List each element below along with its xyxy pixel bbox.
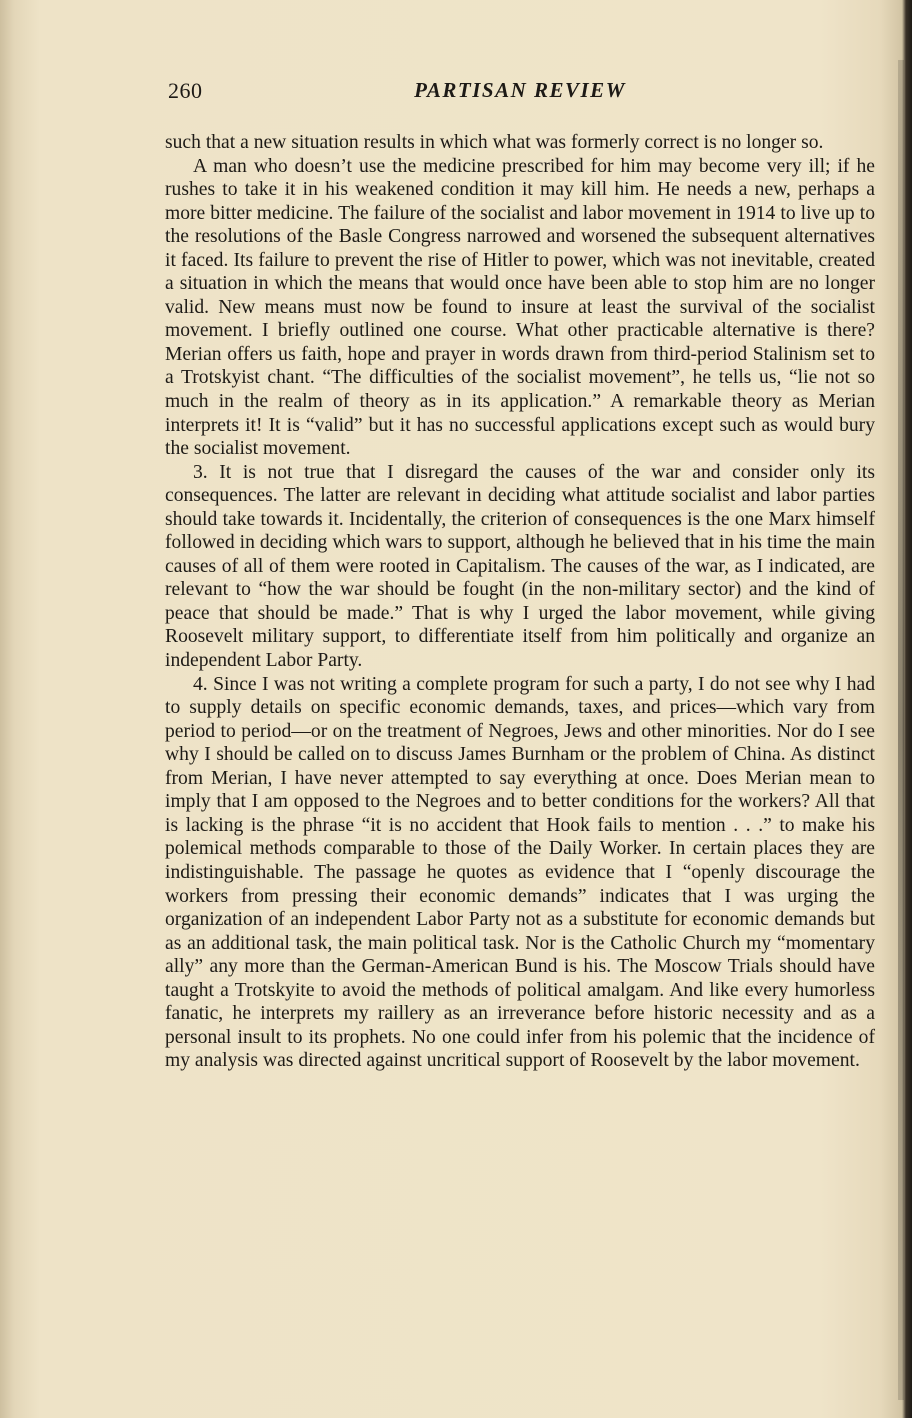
page-edge-shadow — [898, 60, 904, 1400]
paragraph-point-4: 4. Since I was not writing a complete program for such a party, I do not see why I had to supply details on specific economic demands, taxes, and prices—which vary from period to period—or on the treatment of Negroes, Jews and other minorities. Nor do I see why I should be called on to discuss James Burnham or the problem of China. As distinct from Merian, I have never attempted to say everything at once. Does Merian mean to imply that I am opposed to the Negroes and to better conditions for the workers? All that is lacking is the phrase “it is no accident that Hook fails to mention . . .” to make his polemical methods comparable to those of the Daily Worker. In certain places they are indistinguishable. The passage he quotes as evidence that I “openly discourage the workers from pressing their economic demands” indicates that I was urging the organization of an independent Labor Party not as a substitute for economic demands but as an additional task, the main political task. Nor is the Catholic Church my “momentary ally” any more than the German-American Bund is his. The Moscow Trials should have taught a Trotskyite to avoid the methods of political amalgam. And like every humorless fanatic, he interprets my raillery as an irreverance before historic necessity and as a personal insult to its prophets. No one could infer from his polemic that the incidence of my analysis was directed against uncritical support of Roosevelt by the labor movement. — [165, 673, 875, 1072]
paragraph-point-3: 3. It is not true that I disregard the causes of the war and consider only its consequences. The latter are relevant in deciding what attitude socialist and labor parties should take towards it. Incidentally, the criterion of consequences is the one Marx himself followed in deciding which wars to support, although he believed that in his time the main causes of all of them were rooted in Capitalism. The causes of the war, as I indicated, are relevant to “how the war should be fought (in the non-military sector) and the kind of peace that should be made.” That is why I urged the labor movement, while giving Roosevelt military support, to differentiate itself from him politically and organize an independent Labor Party. — [165, 461, 875, 672]
running-head: PARTISAN REVIEW — [414, 78, 626, 102]
body-text — [165, 131, 875, 1073]
paragraph-medicine: A man who doesn’t use the medicine prescribed for him may become very ill; if he rushes to take it in his weakened condition it may kill him. He needs a new, perhaps a more bitter medicine. The failure of the socialist and labor movement in 1914 to live up to the resolutions of the Basle Congress narrowed and worsened the subsequent alternatives it faced. Its failure to prevent the rise of Hitler to power, which was not inevitable, created a situation in which the means that would once have been able to stop him are no longer valid. New means must now be found to insure at least the survival of the socialist movement. I briefly outlined one course. What other practicable alternative is there? Merian offers us faith, hope and prayer in words drawn from third-period Stalinism set to a Trotskyist chant. “The difficulties of the socialist movement”, he tells us, “lie not so much in the realm of theory as in its application.” A remarkable theory as Merian interprets it! It is “valid” but it has no successful applications except such as would bury the socialist movement. — [165, 155, 875, 460]
page-header — [164, 78, 876, 112]
paragraph-continuation: such that a new situation results in which what was formerly correct is no longer so. — [165, 132, 824, 153]
page-number: 260 — [168, 78, 203, 103]
